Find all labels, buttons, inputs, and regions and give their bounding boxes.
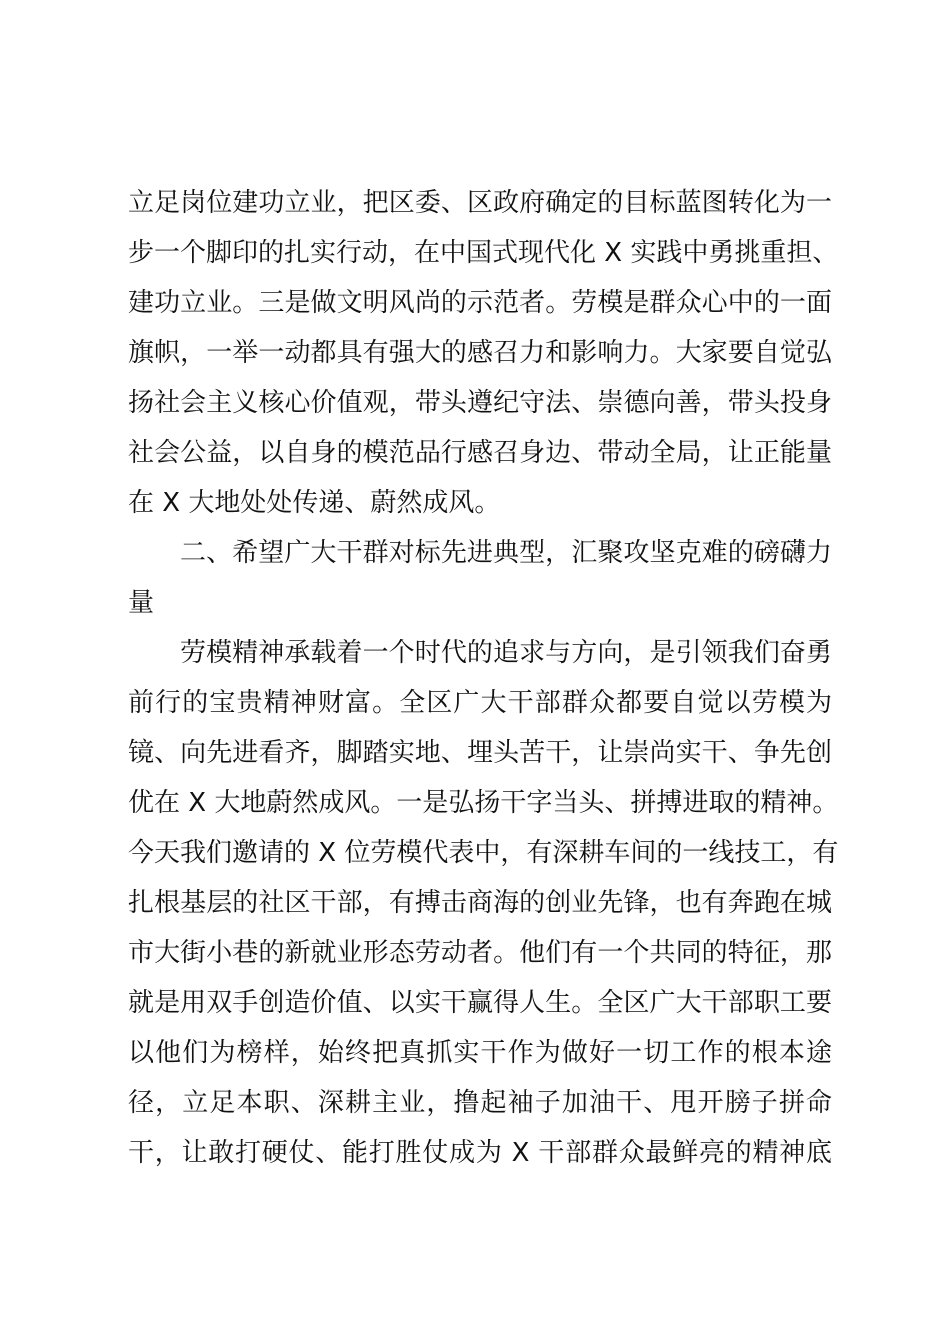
text-line: 立足岗位建功立业，把区委、区政府确定的目标蓝图转化为一 [128,188,832,218]
text-line: 旗帜，一举一动都具有强大的感召力和影响力。大家要自觉弘 [128,338,832,368]
text-line: 扬社会主义核心价值观，带头遵纪守法、崇德向善，带头投身 [128,388,832,418]
text-line: 扎根基层的社区干部，有搏击商海的创业先锋，也有奔跑在城 [128,888,832,918]
text-line: 社会公益，以自身的模范品行感召身边、带动全局，让正能量 [128,438,832,468]
text-line: 建功立业。三是做文明风尚的示范者。劳模是群众心中的一面 [128,288,832,318]
text-line: 在 X 大地处处传递、蔚然成风。 [128,488,501,518]
text-line: 量 [128,588,155,618]
text-line: 今天我们邀请的 X 位劳模代表中，有深耕车间的一线技工，有 [128,838,839,868]
text-line: 以他们为榜样，始终把真抓实干作为做好一切工作的根本途 [128,1038,832,1068]
text-line: 劳模精神承载着一个时代的追求与方向，是引领我们奋勇 [180,638,832,668]
text-line: 干，让敢打硬仗、能打胜仗成为 X 干部群众最鲜亮的精神底 [128,1138,832,1168]
text-line: 步一个脚印的扎实行动，在中国式现代化 X 实践中勇挑重担、 [128,238,839,268]
text-line: 市大街小巷的新就业形态劳动者。他们有一个共同的特征，那 [128,938,832,968]
text-line: 径，立足本职、深耕主业，撸起袖子加油干、甩开膀子拼命 [128,1088,832,1118]
text-line: 优在 X 大地蔚然成风。一是弘扬干字当头、拼搏进取的精神。 [128,788,839,818]
text-line: 就是用双手创造价值、以实干赢得人生。全区广大干部职工要 [128,988,832,1018]
text-line: 前行的宝贵精神财富。全区广大干部群众都要自觉以劳模为 [128,688,832,718]
text-line: 镜、向先进看齐，脚踏实地、埋头苦干，让崇尚实干、争先创 [128,738,832,768]
text-line: 二、希望广大干群对标先进典型，汇聚攻坚克难的磅礴力 [180,538,832,568]
